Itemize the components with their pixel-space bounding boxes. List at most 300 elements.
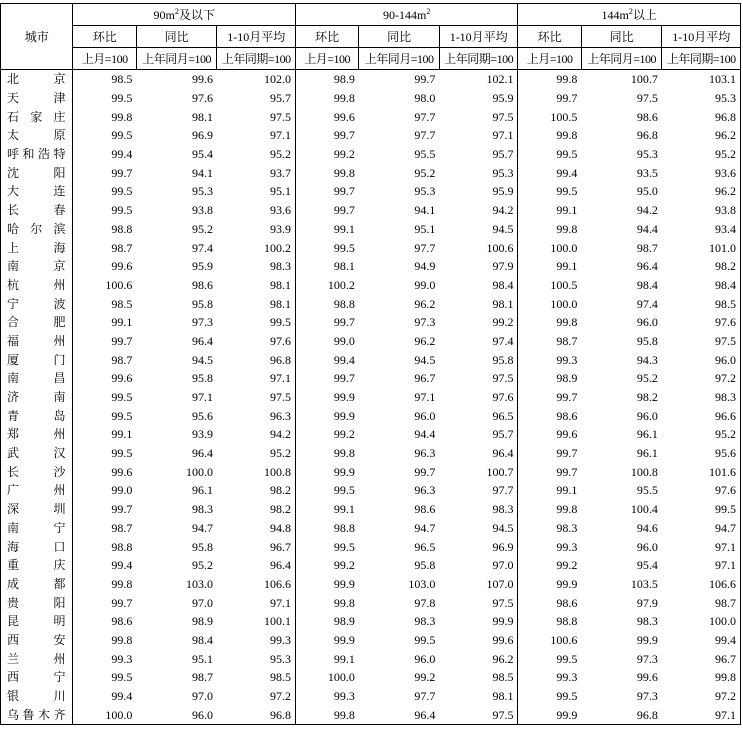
index-value-cell: 96.2 (414, 296, 436, 311)
city-cell: 呼和浩特 (1, 145, 73, 164)
index-value-cell: 99.3 (518, 537, 581, 556)
index-value-cell: 99.9 (295, 406, 358, 425)
index-value-cell: 98.8 (73, 220, 136, 239)
index-value-cell: 99.6 (518, 425, 581, 444)
index-value-cell: 98.5 (269, 670, 291, 685)
index-value-cell: 98.7 (636, 240, 658, 255)
index-value-cell: 93.9 (191, 427, 213, 442)
index-value-cell: 99.6 (492, 632, 514, 647)
index-value-cell: 99.6 (295, 107, 358, 126)
city-cell: 太原 (1, 126, 73, 145)
index-value-cell: 106.6 (263, 576, 291, 591)
city-cell: 海口 (1, 537, 73, 556)
index-value-cell: 96.4 (359, 705, 440, 724)
index-value-cell: 95.2 (191, 221, 213, 236)
index-value-cell: 98.1 (492, 296, 514, 311)
city-cell: 贵阳 (1, 593, 73, 612)
index-value-cell: 95.8 (636, 333, 658, 348)
table-row (1, 425, 741, 444)
index-value-cell: 98.3 (492, 502, 514, 517)
index-value-cell: 95.1 (414, 221, 436, 236)
index-value-cell: 99.5 (73, 182, 136, 201)
index-value-cell: 93.8 (662, 201, 741, 220)
index-value-cell: 99.5 (518, 145, 581, 164)
index-value-cell: 99.2 (518, 556, 581, 575)
index-value-cell: 97.2 (662, 369, 741, 388)
index-value-cell: 99.7 (518, 462, 581, 481)
index-value-cell: 97.5 (492, 371, 514, 386)
table-row (1, 500, 741, 519)
index-value-cell: 99.9 (295, 388, 358, 407)
index-value-cell: 97.6 (269, 333, 291, 348)
index-value-cell: 95.6 (662, 444, 741, 463)
index-value-cell: 96.0 (636, 315, 658, 330)
index-value-cell: 99.1 (518, 481, 581, 500)
index-value-cell: 102.1 (486, 72, 514, 87)
index-value-cell: 98.7 (73, 519, 136, 538)
index-value-cell: 97.6 (662, 313, 741, 332)
index-value-cell: 99.6 (191, 72, 213, 87)
index-value-cell: 93.6 (662, 163, 741, 182)
group-label-sup: 2 (174, 6, 179, 16)
index-value-cell: 94.2 (492, 203, 514, 218)
index-value-cell: 99.5 (73, 388, 136, 407)
table-row (1, 612, 741, 631)
index-value-cell: 98.8 (518, 612, 581, 631)
index-value-cell: 99.9 (295, 462, 358, 481)
index-value-cell: 97.8 (414, 595, 436, 610)
index-value-cell: 97.1 (662, 705, 741, 724)
city-cell: 武汉 (1, 444, 73, 463)
sub-header: 1-10月平均 (439, 26, 518, 48)
index-value-cell: 99.5 (295, 238, 358, 257)
city-cell: 南昌 (1, 369, 73, 388)
index-value-cell: 95.0 (636, 184, 658, 199)
index-value-cell: 98.2 (269, 502, 291, 517)
index-value-cell: 94.5 (492, 221, 514, 236)
index-value-cell: 99.8 (518, 220, 581, 239)
index-value-cell: 96.4 (492, 446, 514, 461)
index-value-cell: 98.3 (518, 519, 581, 538)
index-value-cell: 94.4 (414, 427, 436, 442)
index-value-cell: 97.4 (492, 333, 514, 348)
index-value-cell: 94.5 (414, 352, 436, 367)
index-value-cell: 96.4 (269, 558, 291, 573)
index-value-cell: 94.2 (269, 427, 291, 442)
index-value-cell: 96.0 (136, 705, 217, 724)
index-value-cell: 95.2 (662, 145, 741, 164)
city-cell: 济南 (1, 388, 73, 407)
table-row (1, 556, 741, 575)
index-value-cell: 100.2 (295, 276, 358, 295)
group-header-medium (295, 4, 517, 26)
index-value-cell: 99.7 (414, 464, 436, 479)
index-value-cell: 97.2 (269, 689, 291, 704)
index-value-cell: 100.8 (263, 464, 291, 479)
index-value-cell: 98.6 (636, 109, 658, 124)
table-row (1, 70, 741, 89)
index-value-cell: 98.3 (636, 614, 658, 629)
index-value-cell: 97.7 (492, 483, 514, 498)
base-header: 上年同月=100 (359, 48, 440, 70)
index-value-cell: 98.9 (295, 70, 358, 89)
index-value-cell: 99.9 (518, 575, 581, 594)
index-value-cell: 99.8 (295, 705, 358, 724)
index-value-cell: 99.7 (295, 126, 358, 145)
index-value-cell: 106.6 (662, 575, 741, 594)
city-cell: 广州 (1, 481, 73, 500)
group-label-suffix: 及以下 (178, 7, 215, 22)
index-value-cell: 97.9 (636, 595, 658, 610)
index-value-cell: 98.5 (73, 70, 136, 89)
base-header: 上年同月=100 (136, 48, 217, 70)
index-value-cell: 98.5 (73, 294, 136, 313)
index-value-cell: 97.1 (191, 390, 213, 405)
city-cell: 厦门 (1, 350, 73, 369)
city-cell: 哈尔滨 (1, 220, 73, 239)
index-value-cell: 97.5 (269, 390, 291, 405)
sub-header: 环比 (295, 26, 358, 48)
index-value-cell: 95.9 (492, 91, 514, 106)
index-value-cell: 99.0 (73, 481, 136, 500)
index-value-cell: 100.6 (73, 276, 136, 295)
index-value-cell: 99.7 (295, 182, 358, 201)
index-value-cell: 98.4 (492, 277, 514, 292)
index-value-cell: 103.0 (185, 576, 213, 591)
index-value-cell: 97.1 (414, 390, 436, 405)
index-value-cell: 99.7 (73, 332, 136, 351)
index-value-cell: 97.1 (269, 371, 291, 386)
sub-header: 同比 (136, 26, 217, 48)
group-label-prefix: 90m (153, 7, 175, 22)
index-value-cell: 99.6 (73, 369, 136, 388)
index-value-cell: 96.8 (662, 107, 741, 126)
index-value-cell: 96.8 (581, 705, 662, 724)
index-value-cell: 98.1 (191, 109, 213, 124)
index-value-cell: 95.8 (191, 539, 213, 554)
index-value-cell: 96.0 (414, 651, 436, 666)
index-value-cell: 97.2 (662, 687, 741, 706)
index-value-cell: 100.0 (73, 705, 136, 724)
index-value-cell: 99.3 (518, 350, 581, 369)
city-cell: 长春 (1, 201, 73, 220)
index-value-cell: 95.2 (269, 147, 291, 162)
index-value-cell: 99.5 (414, 632, 436, 647)
index-value-cell: 98.4 (662, 276, 741, 295)
index-value-cell: 96.7 (269, 539, 291, 554)
index-value-cell: 99.5 (518, 687, 581, 706)
index-value-cell: 96.3 (269, 408, 291, 423)
index-value-cell: 99.1 (295, 649, 358, 668)
index-value-cell: 95.4 (636, 558, 658, 573)
index-value-cell: 99.4 (295, 350, 358, 369)
index-value-cell: 95.5 (414, 147, 436, 162)
table-row (1, 369, 741, 388)
table-row (1, 107, 741, 126)
index-value-cell: 99.7 (295, 369, 358, 388)
index-value-cell: 100.6 (518, 631, 581, 650)
table-row (1, 182, 741, 201)
sub-header: 同比 (359, 26, 440, 48)
index-value-cell: 97.1 (662, 537, 741, 556)
index-value-cell: 95.3 (269, 651, 291, 666)
sub-header: 环比 (73, 26, 136, 48)
index-value-cell: 96.3 (414, 446, 436, 461)
index-value-cell: 99.5 (73, 444, 136, 463)
index-value-cell: 94.1 (191, 165, 213, 180)
city-cell: 合肥 (1, 313, 73, 332)
index-value-cell: 96.3 (414, 483, 436, 498)
index-value-cell: 99.3 (518, 668, 581, 687)
index-value-cell: 94.9 (414, 259, 436, 274)
index-value-cell: 96.1 (636, 427, 658, 442)
index-value-cell: 99.7 (295, 201, 358, 220)
index-value-cell: 98.0 (414, 91, 436, 106)
index-value-cell: 98.4 (191, 632, 213, 647)
index-value-cell: 95.2 (191, 558, 213, 573)
index-value-cell: 99.1 (295, 220, 358, 239)
index-value-cell: 96.4 (636, 259, 658, 274)
index-value-cell: 98.8 (295, 519, 358, 538)
index-value-cell: 93.8 (191, 203, 213, 218)
index-value-cell: 99.7 (518, 388, 581, 407)
index-value-cell: 96.0 (414, 408, 436, 423)
index-value-cell: 99.5 (269, 315, 291, 330)
index-value-cell: 97.7 (414, 240, 436, 255)
index-value-cell: 99.9 (492, 614, 514, 629)
index-value-cell: 100.0 (518, 294, 581, 313)
index-value-cell: 99.8 (295, 89, 358, 108)
table-row (1, 406, 741, 425)
index-value-cell: 98.2 (269, 483, 291, 498)
index-value-cell: 97.4 (191, 240, 213, 255)
table-row (1, 537, 741, 556)
index-value-cell: 97.5 (439, 705, 518, 724)
index-value-cell: 96.9 (492, 539, 514, 554)
index-value-cell: 98.2 (662, 257, 741, 276)
index-value-cell: 100.7 (630, 72, 658, 87)
index-value-cell: 99.5 (73, 668, 136, 687)
base-header: 上月=100 (73, 48, 136, 70)
index-value-cell: 94.5 (492, 520, 514, 535)
housing-price-index-table (0, 3, 741, 725)
index-value-cell: 98.6 (73, 612, 136, 631)
index-value-cell: 99.2 (492, 315, 514, 330)
index-value-cell: 95.8 (414, 558, 436, 573)
index-value-cell: 93.5 (636, 165, 658, 180)
city-cell: 沈阳 (1, 163, 73, 182)
index-value-cell: 99.2 (414, 670, 436, 685)
index-value-cell: 97.6 (662, 481, 741, 500)
index-value-cell: 98.3 (414, 614, 436, 629)
index-value-cell: 95.2 (662, 425, 741, 444)
index-value-cell: 99.3 (73, 649, 136, 668)
index-value-cell: 99.8 (518, 126, 581, 145)
index-value-cell: 98.7 (518, 332, 581, 351)
index-value-cell: 99.7 (518, 89, 581, 108)
index-value-cell: 95.8 (492, 352, 514, 367)
table-row (1, 575, 741, 594)
index-value-cell: 97.9 (492, 259, 514, 274)
index-value-cell: 99.0 (295, 332, 358, 351)
base-header: 上年同期=100 (217, 48, 296, 70)
index-value-cell: 100.1 (263, 614, 291, 629)
index-value-cell: 99.8 (73, 575, 136, 594)
table-row (1, 593, 741, 612)
index-value-cell: 99.5 (518, 182, 581, 201)
index-value-cell: 98.6 (518, 593, 581, 612)
index-value-cell: 95.1 (269, 184, 291, 199)
index-value-cell: 99.5 (518, 649, 581, 668)
index-value-cell: 95.3 (191, 184, 213, 199)
index-value-cell: 97.1 (269, 595, 291, 610)
table-row (1, 649, 741, 668)
index-value-cell: 99.5 (73, 406, 136, 425)
index-value-cell: 95.3 (414, 184, 436, 199)
index-value-cell: 97.6 (191, 91, 213, 106)
index-value-cell: 107.0 (486, 576, 514, 591)
table-row (1, 163, 741, 182)
index-value-cell: 93.7 (269, 165, 291, 180)
index-value-cell: 102.0 (263, 72, 291, 87)
index-value-cell: 103.0 (408, 576, 436, 591)
index-value-cell: 95.3 (636, 147, 658, 162)
index-value-cell: 99.3 (295, 687, 358, 706)
table-row (1, 145, 741, 164)
table-row (1, 238, 741, 257)
index-value-cell: 97.3 (191, 315, 213, 330)
index-value-cell: 96.8 (636, 128, 658, 143)
index-value-cell: 96.2 (414, 333, 436, 348)
index-value-cell: 99.2 (295, 425, 358, 444)
index-value-cell: 99.1 (73, 425, 136, 444)
index-value-cell: 99.7 (73, 500, 136, 519)
index-value-cell: 95.8 (191, 371, 213, 386)
index-value-cell: 96.5 (414, 539, 436, 554)
index-value-cell: 96.4 (191, 333, 213, 348)
index-value-cell: 99.4 (73, 687, 136, 706)
index-value-cell: 99.5 (73, 89, 136, 108)
index-value-cell: 95.7 (269, 91, 291, 106)
index-value-cell: 98.6 (414, 502, 436, 517)
index-value-cell: 98.7 (73, 238, 136, 257)
index-value-cell: 103.5 (630, 576, 658, 591)
city-column-header: 城市 (1, 4, 73, 70)
table-row (1, 313, 741, 332)
city-cell: 成都 (1, 575, 73, 594)
index-value-cell: 99.8 (662, 668, 741, 687)
index-value-cell: 96.5 (492, 408, 514, 423)
index-value-cell: 95.9 (191, 259, 213, 274)
index-value-cell: 94.5 (191, 352, 213, 367)
index-value-cell: 95.3 (662, 89, 741, 108)
index-value-cell: 96.2 (662, 126, 741, 145)
sub-header: 同比 (581, 26, 662, 48)
index-value-cell: 98.4 (636, 277, 658, 292)
table-row (1, 631, 741, 650)
index-value-cell: 100.6 (486, 240, 514, 255)
table-row (1, 332, 741, 351)
city-cell: 大连 (1, 182, 73, 201)
index-value-cell: 94.4 (636, 221, 658, 236)
index-value-cell: 99.8 (73, 107, 136, 126)
table-row (1, 276, 741, 295)
sub-header: 1-10月平均 (217, 26, 296, 48)
index-value-cell: 96.1 (636, 446, 658, 461)
index-value-cell: 95.1 (191, 651, 213, 666)
city-cell: 昆明 (1, 612, 73, 631)
city-cell: 银川 (1, 687, 73, 706)
city-cell: 天津 (1, 89, 73, 108)
index-value-cell: 99.3 (269, 632, 291, 647)
index-value-cell: 99.8 (295, 163, 358, 182)
city-cell: 北京 (1, 70, 73, 89)
city-cell: 郑州 (1, 425, 73, 444)
index-value-cell: 99.6 (636, 670, 658, 685)
index-value-cell: 98.5 (492, 670, 514, 685)
index-value-cell: 96.8 (269, 352, 291, 367)
index-value-cell: 94.2 (636, 203, 658, 218)
index-value-cell: 95.3 (492, 165, 514, 180)
index-value-cell: 97.0 (191, 595, 213, 610)
index-value-cell: 97.5 (636, 91, 658, 106)
index-value-cell: 97.3 (414, 315, 436, 330)
city-cell: 宁波 (1, 294, 73, 313)
index-value-cell: 99.9 (636, 632, 658, 647)
index-value-cell: 96.7 (662, 649, 741, 668)
city-cell: 长沙 (1, 462, 73, 481)
index-value-cell: 95.2 (269, 446, 291, 461)
index-value-cell: 99.5 (295, 481, 358, 500)
index-value-cell: 98.8 (295, 294, 358, 313)
table-row (1, 481, 741, 500)
table-row (1, 350, 741, 369)
index-value-cell: 96.4 (191, 446, 213, 461)
index-value-cell: 95.7 (492, 147, 514, 162)
index-value-cell: 98.7 (73, 350, 136, 369)
index-value-cell: 98.3 (191, 502, 213, 517)
index-value-cell: 98.9 (295, 612, 358, 631)
city-cell: 西安 (1, 631, 73, 650)
city-cell: 青岛 (1, 406, 73, 425)
index-value-cell: 99.4 (73, 556, 136, 575)
group-header-large (518, 4, 741, 26)
table-row (1, 687, 741, 706)
index-value-cell: 95.4 (191, 147, 213, 162)
index-value-cell: 98.3 (662, 388, 741, 407)
index-value-cell: 97.5 (492, 595, 514, 610)
group-label-sup: 2 (426, 6, 431, 16)
index-value-cell: 94.3 (636, 352, 658, 367)
index-value-cell: 98.9 (191, 614, 213, 629)
table-row (1, 220, 741, 239)
city-cell: 兰州 (1, 649, 73, 668)
index-value-cell: 99.7 (73, 593, 136, 612)
index-value-cell: 100.4 (630, 502, 658, 517)
index-value-cell: 99.7 (414, 72, 436, 87)
index-value-cell: 100.0 (185, 464, 213, 479)
index-value-cell: 97.4 (636, 296, 658, 311)
index-value-cell: 100.2 (263, 240, 291, 255)
table-row (1, 444, 741, 463)
index-value-cell: 99.8 (295, 593, 358, 612)
table-row (1, 257, 741, 276)
index-value-cell: 99.8 (518, 500, 581, 519)
city-cell: 福州 (1, 332, 73, 351)
index-value-cell: 99.5 (73, 201, 136, 220)
index-value-cell: 94.7 (662, 519, 741, 538)
table-row (1, 668, 741, 687)
